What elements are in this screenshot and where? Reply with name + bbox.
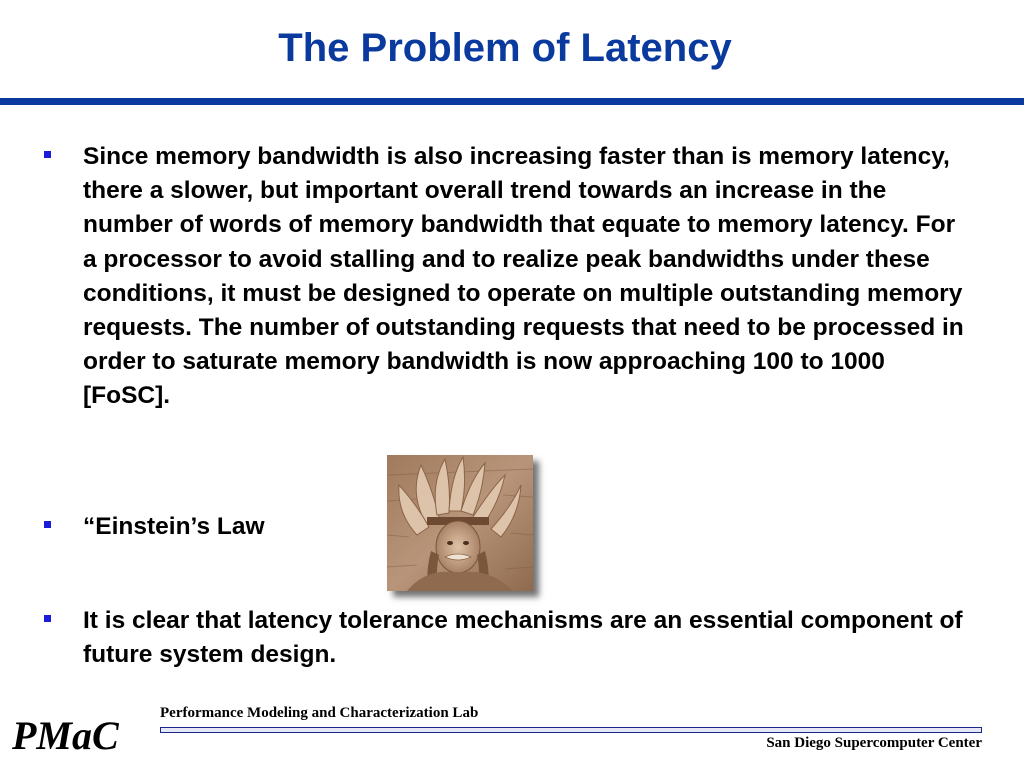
bullet-text: It is clear that latency tolerance mechanisms are an essential component of future system design.: [83, 607, 963, 669]
pmac-logo: PMaC: [12, 713, 119, 758]
footer-lab-name: Performance Modeling and Characterization Lab: [160, 705, 479, 721]
bullet-item: [44, 604, 964, 672]
slide-title: The Problem of Latency: [278, 26, 732, 70]
bullet-square-icon: [44, 151, 51, 158]
footer-center-name: San Diego Supercomputer Center: [766, 735, 982, 751]
bullet-item: [44, 140, 964, 414]
bullet-square-icon: [44, 521, 51, 528]
bullet-text: “Einstein’s Law: [83, 513, 265, 540]
title-divider: [0, 98, 1024, 105]
footer-divider: [160, 727, 982, 733]
einstein-headdress-portrait-icon: [387, 455, 533, 591]
bullet-text: Since memory bandwidth is also increasing faster than is memory latency, there a slower, but important overall trend towards an increase in the number of words of memory bandwidth that equate to memory latency. For a processor to avoid stalling and to realize peak bandwidths under these conditions, it must be designed to operate on multiple outstanding memory requests. The number of outstanding requests that need to be processed in order to saturate memory bandwidth is now approaching 100 to 1000 [FoSC].: [83, 143, 964, 410]
bullet-square-icon: [44, 615, 51, 622]
einstein-portrait-image: [387, 455, 533, 591]
